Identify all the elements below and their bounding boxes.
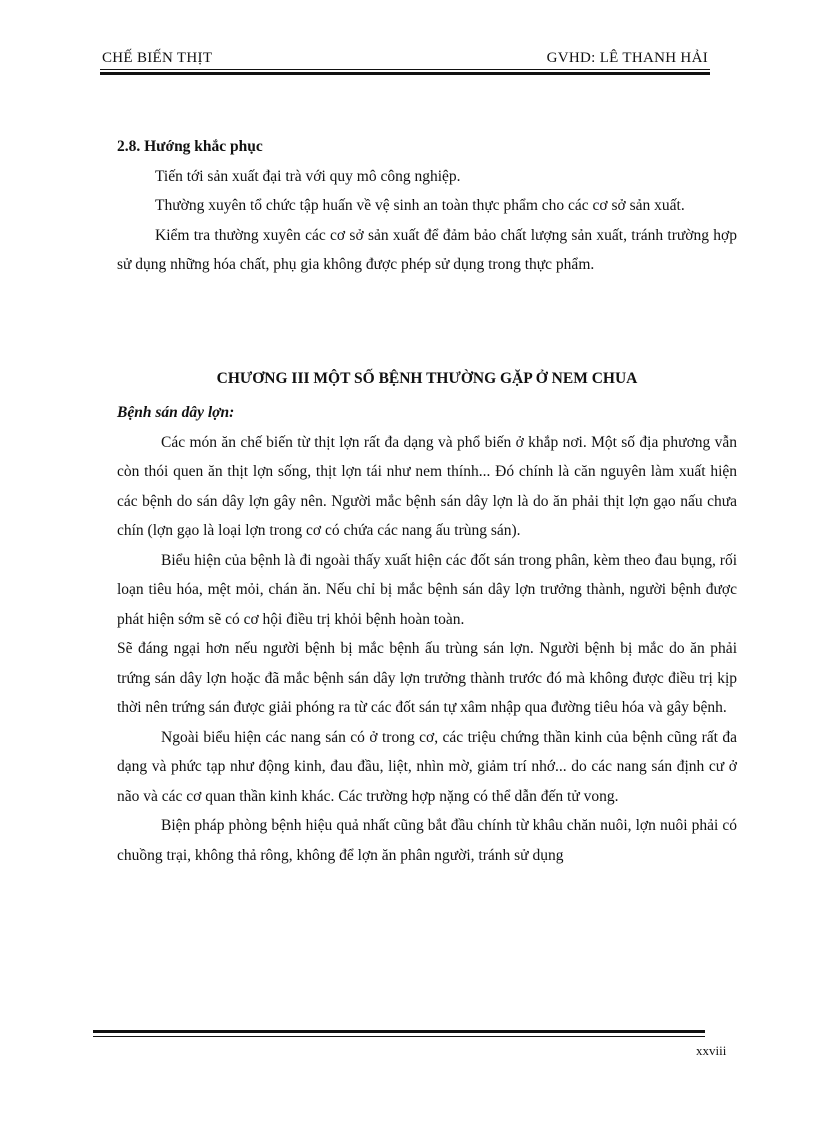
chapter-title: CHƯƠNG III MỘT SỐ BỆNH THƯỜNG GẶP Ở NEM CHUA [216, 370, 638, 387]
paragraph: Biện pháp phòng bệnh hiệu quả nhất cũng bắt đầu chính từ khâu chăn nuôi, lợn nuôi phải có chuồng trại, không thả rông, không để lợn ăn phân người, tránh sử dụng [117, 817, 737, 864]
paragraph: Tiến tới sản xuất đại trà với quy mô công nghiệp. [155, 167, 461, 185]
header-rule-thick [100, 72, 710, 75]
footer-rule-thin [93, 1036, 705, 1037]
section-heading: 2.8. Hướng khắc phục [117, 138, 263, 155]
paragraph: Các món ăn chế biến từ thịt lợn rất đa dạng và phổ biến ở khắp nơi. Một số địa phương vẫn còn thói quen ăn thịt lợn sống, thịt lợn tái như nem thính... Đó chính là căn nguyên làm xuất hiện các bệnh do sán dây lợn gây nên. Người mắc bệnh sán dây lợn là do ăn phải thịt lợn gạo nấu chưa chín (lợn gạo là loại lợn trong cơ có chứa các nang ấu trùng sán). [117, 433, 737, 539]
paragraph: Kiểm tra thường xuyên các cơ sở sản xuất để đảm bảo chất lượng sản xuất, tránh trường hợp sử dụng những hóa chất, phụ gia không được phép sử dụng trong thực phẩm. [117, 226, 737, 273]
paragraph: Ngoài biểu hiện các nang sán có ở trong cơ, các triệu chứng thần kinh của bệnh cũng rất đa dạng và phức tạp như động kinh, đau đầu, liệt, nhìn mờ, giảm trí nhớ... do các nang sán định cư ở não và các cơ quan thần kinh khác. Các trường hợp nặng có thể dẫn đến tử vong. [117, 728, 737, 805]
header-rule-thin [100, 69, 710, 70]
page-number: xxviii [696, 1043, 727, 1058]
paragraph: Thường xuyên tổ chức tập huấn về vệ sinh an toàn thực phẩm cho các cơ sở sản xuất. [155, 197, 685, 214]
subheading: Bệnh sán dây lợn: [117, 404, 235, 421]
chapter-body [117, 398, 737, 870]
section-2-8 [117, 132, 737, 280]
header-left-title: CHẾ BIẾN THỊT [102, 50, 213, 66]
paragraph: Biểu hiện của bệnh là đi ngoài thấy xuất hiện các đốt sán trong phân, kèm theo đau bụng, rối loạn tiêu hóa, mệt mỏi, chán ăn. Nếu chỉ bị mắc bệnh sán dây lợn trưởng thành, người bệnh được phát hiện sớm sẽ có cơ hội điều trị khỏi bệnh hoàn toàn. [117, 551, 737, 628]
paragraph: Sẽ đáng ngại hơn nếu người bệnh bị mắc bệnh ấu trùng sán lợn. Người bệnh bị mắc do ăn phải trứng sán dây lợn hoặc đã mắc bệnh sán dây lợn trưởng thành trước đó mà không được điều trị kịp thời nên trứng sán được giải phóng ra từ các đốt sán tự xâm nhập qua đường tiêu hóa và gây bệnh. [117, 640, 737, 716]
footer-rule-thick [93, 1030, 705, 1033]
header-right-instructor: GVHD: LÊ THANH HẢI [546, 50, 708, 66]
